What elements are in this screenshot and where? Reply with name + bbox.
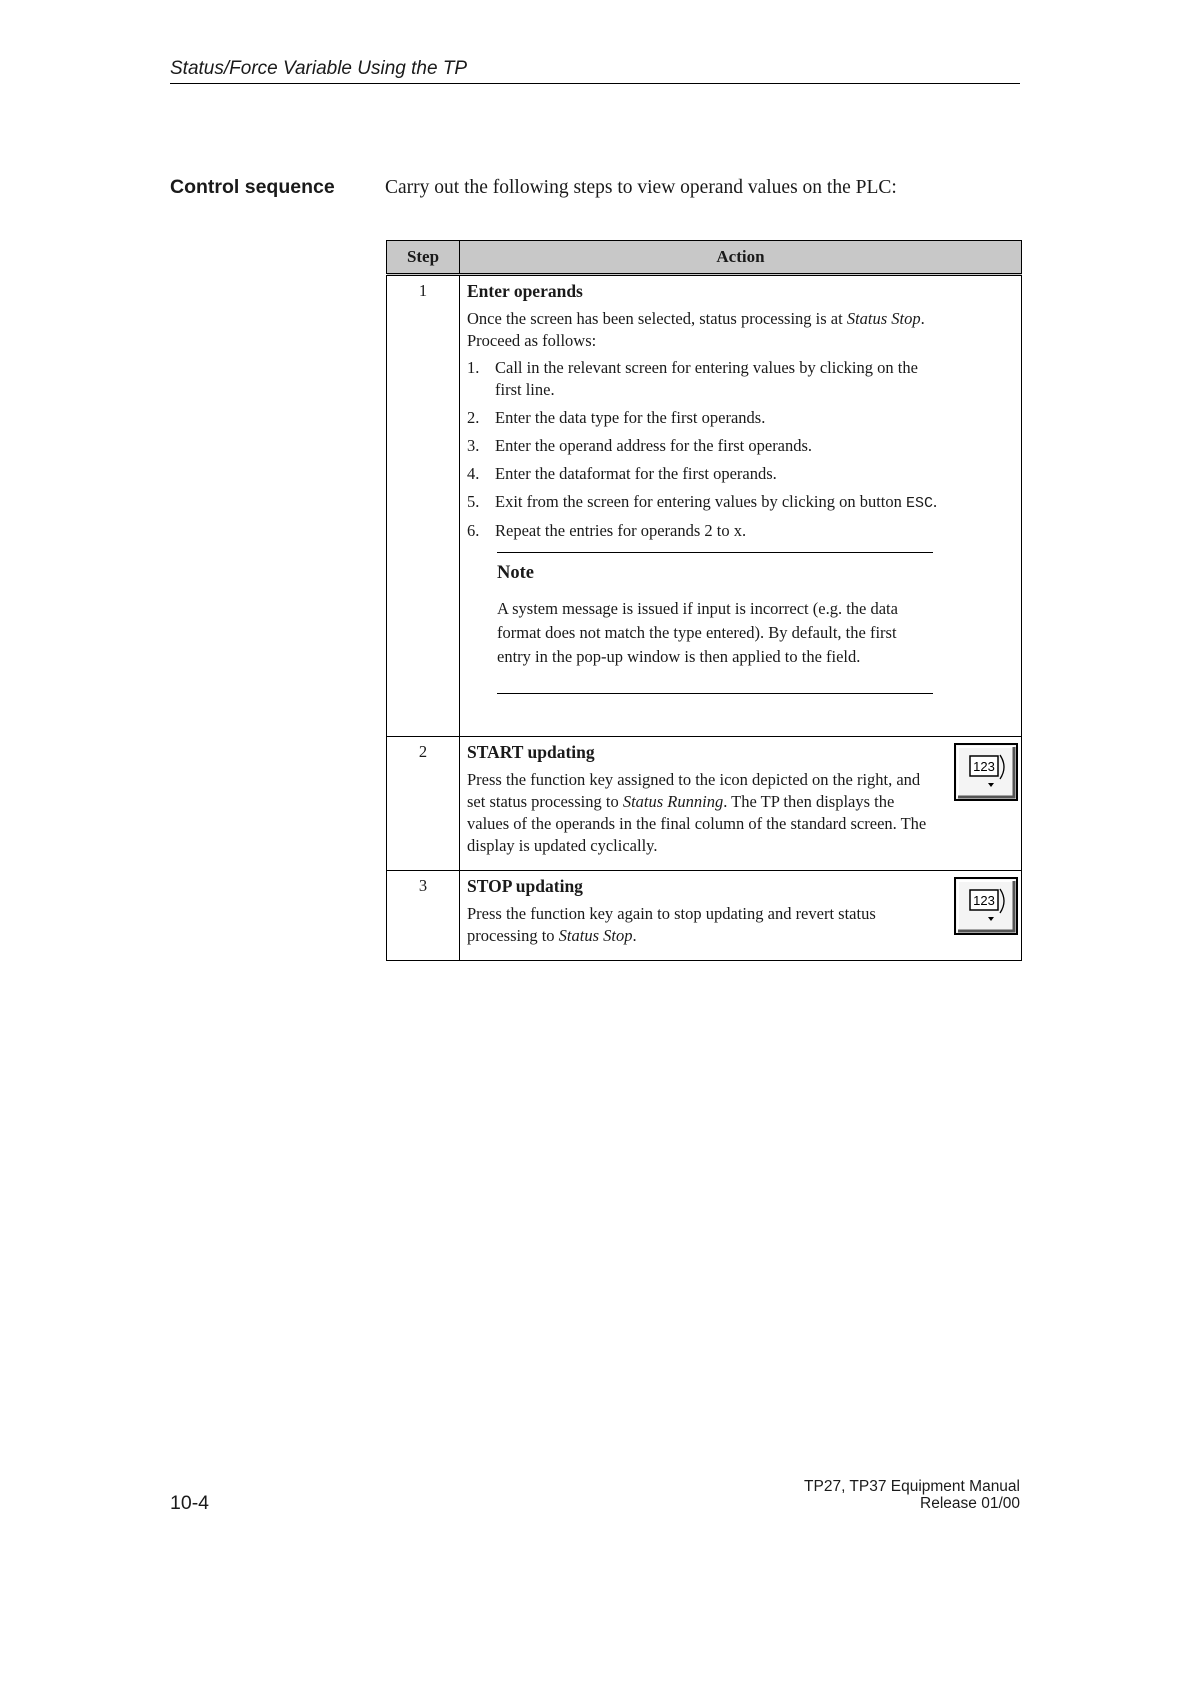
table-row xyxy=(387,275,1022,737)
esc-code: ESC xyxy=(906,494,934,512)
section-intro: Carry out the following steps to view operand values on the PLC: xyxy=(385,177,897,198)
release-info: Release 01/00 xyxy=(920,1494,1020,1512)
step-number: 3 xyxy=(387,871,460,961)
icon-label: 123 xyxy=(973,893,995,909)
list-item: 5. Exit from the screen for entering values by clicking on button ESC. xyxy=(467,491,938,512)
step-text: Press the function key again to stop updating and revert status processing to Status Stop. xyxy=(467,904,876,946)
step-action xyxy=(460,871,1022,961)
step-title: STOP updating xyxy=(467,876,583,897)
note-text: A system message is issued if input is incorrect (e.g. the data format does not match the type entered). By default, the first entry in the pop-up window is then applied to the field. xyxy=(497,599,898,667)
page-header: Status/Force Variable Using the TP xyxy=(170,58,1020,84)
icon-label: 123 xyxy=(973,759,995,774)
note-box xyxy=(497,552,933,694)
list-item: 1. Call in the relevant screen for entering values by clicking on the first line. xyxy=(467,358,918,400)
table-row xyxy=(387,871,1022,961)
list-item: 3. Enter the operand address for the first operands. xyxy=(467,435,813,455)
footer-info xyxy=(804,1479,1020,1512)
step-number: 1 xyxy=(387,275,460,737)
page-number: 10-4 xyxy=(170,1492,210,1514)
status-update-key-icon xyxy=(954,877,1018,935)
manual-title: TP27, TP37 Equipment Manual xyxy=(804,1478,1020,1495)
note-title: Note xyxy=(497,562,534,583)
step-number: 2 xyxy=(387,737,460,871)
step-intro: Once the screen has been selected, status processing is at Status Stop. Proceed as follows: xyxy=(467,309,925,351)
step-action xyxy=(460,737,1022,871)
step-text: Press the function key assigned to the icon depicted on the right, and set status processing to Status Running. The TP then displays the values of the operands in the final column of the standard screen. The display is updated cyclically. xyxy=(467,770,927,856)
column-header-step: Step xyxy=(387,241,460,275)
table-row xyxy=(387,737,1022,871)
table-header-row xyxy=(387,241,1022,275)
section-heading: Control sequence xyxy=(170,176,335,198)
list-item: 6. Repeat the entries for operands 2 to x. xyxy=(467,520,747,540)
column-header-action: Action xyxy=(460,241,1022,275)
step-title: Enter operands xyxy=(467,281,583,301)
list-item: 2. Enter the data type for the first operands. xyxy=(467,408,766,428)
substep-list xyxy=(467,357,1015,542)
control-sequence-table xyxy=(386,240,1022,961)
step-title: START updating xyxy=(467,742,595,762)
step-action xyxy=(460,275,1022,737)
list-item: 4. Enter the dataformat for the first operands. xyxy=(467,463,777,483)
status-update-key-icon xyxy=(954,743,1018,801)
